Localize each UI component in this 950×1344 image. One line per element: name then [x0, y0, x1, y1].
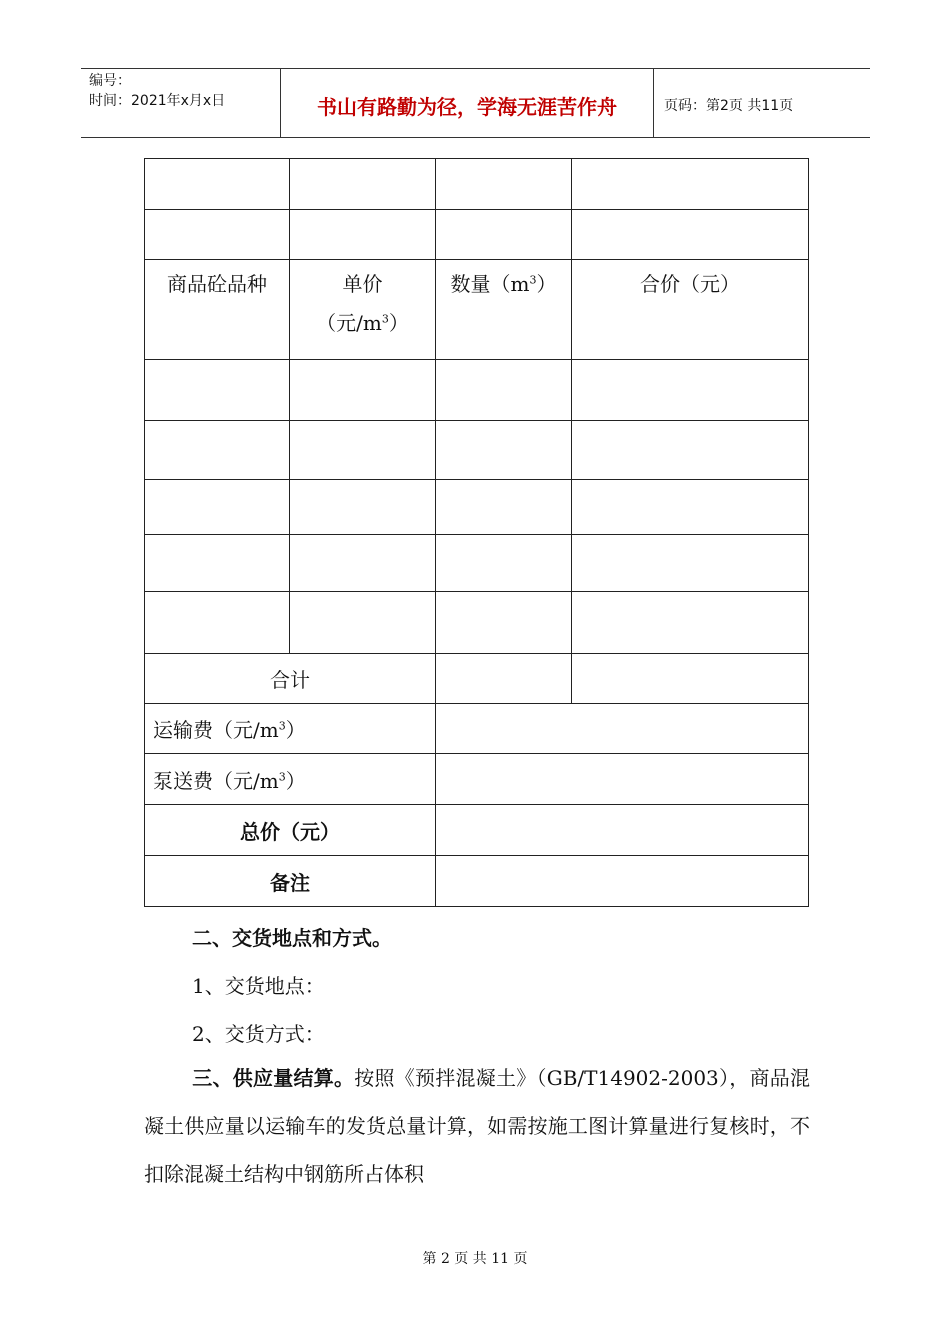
table-cell — [435, 753, 809, 805]
table-cell — [435, 703, 809, 754]
table-cell — [144, 479, 290, 535]
table-cell — [435, 158, 572, 210]
table-cell — [289, 359, 436, 421]
section-2-item-1: 1、交货地点： — [192, 974, 325, 998]
table-cell — [289, 209, 436, 260]
unit-superscript: 3 — [529, 273, 537, 287]
transport-fee-text — [153, 714, 306, 743]
column-header-variety — [144, 259, 290, 360]
header-motto: 书山有路勤为径，学海无涯苦作舟 — [281, 69, 654, 137]
table-cell — [571, 158, 809, 210]
table-cell — [435, 209, 572, 260]
table-cell — [289, 420, 436, 480]
header-page-info: 页码：第2页 共11页 — [664, 98, 794, 114]
section-3-paragraph — [144, 1054, 810, 1198]
table-cell — [289, 534, 436, 592]
header-meta — [81, 69, 281, 137]
document-number-label: 编号： — [89, 73, 131, 89]
unit-close: ） — [285, 768, 306, 793]
table-cell — [144, 534, 290, 592]
table-cell — [435, 653, 572, 704]
table-cell — [435, 359, 572, 421]
table-cell — [435, 534, 572, 592]
table-cell — [571, 591, 809, 654]
grand-total-label — [144, 804, 436, 856]
table-cell — [144, 359, 290, 421]
document-time-label: 时间：2021年x月x日 — [89, 93, 226, 109]
transport-fee-text-main: 运输费（元/m — [153, 718, 279, 742]
column-header-unit-price-unit — [290, 307, 435, 336]
pumping-fee-label — [144, 753, 436, 805]
unit-superscript: 3 — [278, 769, 286, 783]
column-header-total — [571, 259, 809, 360]
table-cell — [571, 359, 809, 421]
column-header-quantity-text: 数量（m — [450, 272, 530, 296]
table-cell — [571, 209, 809, 260]
section-2-item-2: 2、交货方式： — [192, 1022, 325, 1046]
grand-total-text: 总价（元） — [240, 819, 340, 844]
unit-close: ） — [285, 718, 306, 742]
table-cell — [144, 158, 290, 210]
transport-fee-label — [144, 703, 436, 754]
table-cell — [435, 591, 572, 654]
unit-text: （元/m — [316, 311, 382, 335]
unit-superscript: 3 — [381, 312, 389, 326]
table-cell — [435, 479, 572, 535]
table-cell — [289, 479, 436, 535]
table-cell — [144, 420, 290, 480]
remarks-label — [144, 855, 436, 907]
table-cell — [144, 209, 290, 260]
pumping-fee-text-main: 泵送费（元/m — [153, 768, 279, 793]
subtotal-row-label — [144, 653, 436, 704]
column-header-total-text: 合价（元） — [640, 272, 740, 296]
page-header — [81, 68, 870, 138]
table-cell — [144, 591, 290, 654]
table-cell — [435, 855, 809, 907]
table-cell — [435, 804, 809, 856]
remarks-text: 备注 — [270, 870, 310, 895]
column-header-variety-text: 商品砼品种 — [167, 272, 267, 296]
table-cell — [571, 420, 809, 480]
column-header-unit-price — [289, 259, 436, 360]
subtotal-label-text: 合计 — [270, 668, 310, 692]
table-cell — [289, 591, 436, 654]
section-3-heading: 三、供应量结算。 — [192, 1066, 355, 1090]
column-header-quantity — [435, 259, 572, 360]
table-cell — [289, 158, 436, 210]
pumping-fee-text — [153, 765, 306, 794]
table-cell — [435, 420, 572, 480]
column-header-unit-price-text: 单价 — [342, 272, 383, 296]
page-footer: 第 2 页 共 11 页 — [422, 1251, 528, 1267]
section-2-heading: 二、交货地点和方式。 — [192, 926, 392, 950]
table-cell — [571, 534, 809, 592]
table-cell — [571, 653, 809, 704]
unit-close: ） — [536, 272, 557, 296]
unit-superscript: 3 — [278, 719, 286, 733]
table-cell — [571, 479, 809, 535]
section-3-text: 按照《预拌混凝土》（GB/T14902-2003），商品混凝土供应量以运输车的发货总量计算，如需按施工图计算量进行复核时，不扣除混凝土结构中钢筋所占体积 — [144, 1066, 811, 1186]
unit-close: ） — [388, 311, 409, 335]
